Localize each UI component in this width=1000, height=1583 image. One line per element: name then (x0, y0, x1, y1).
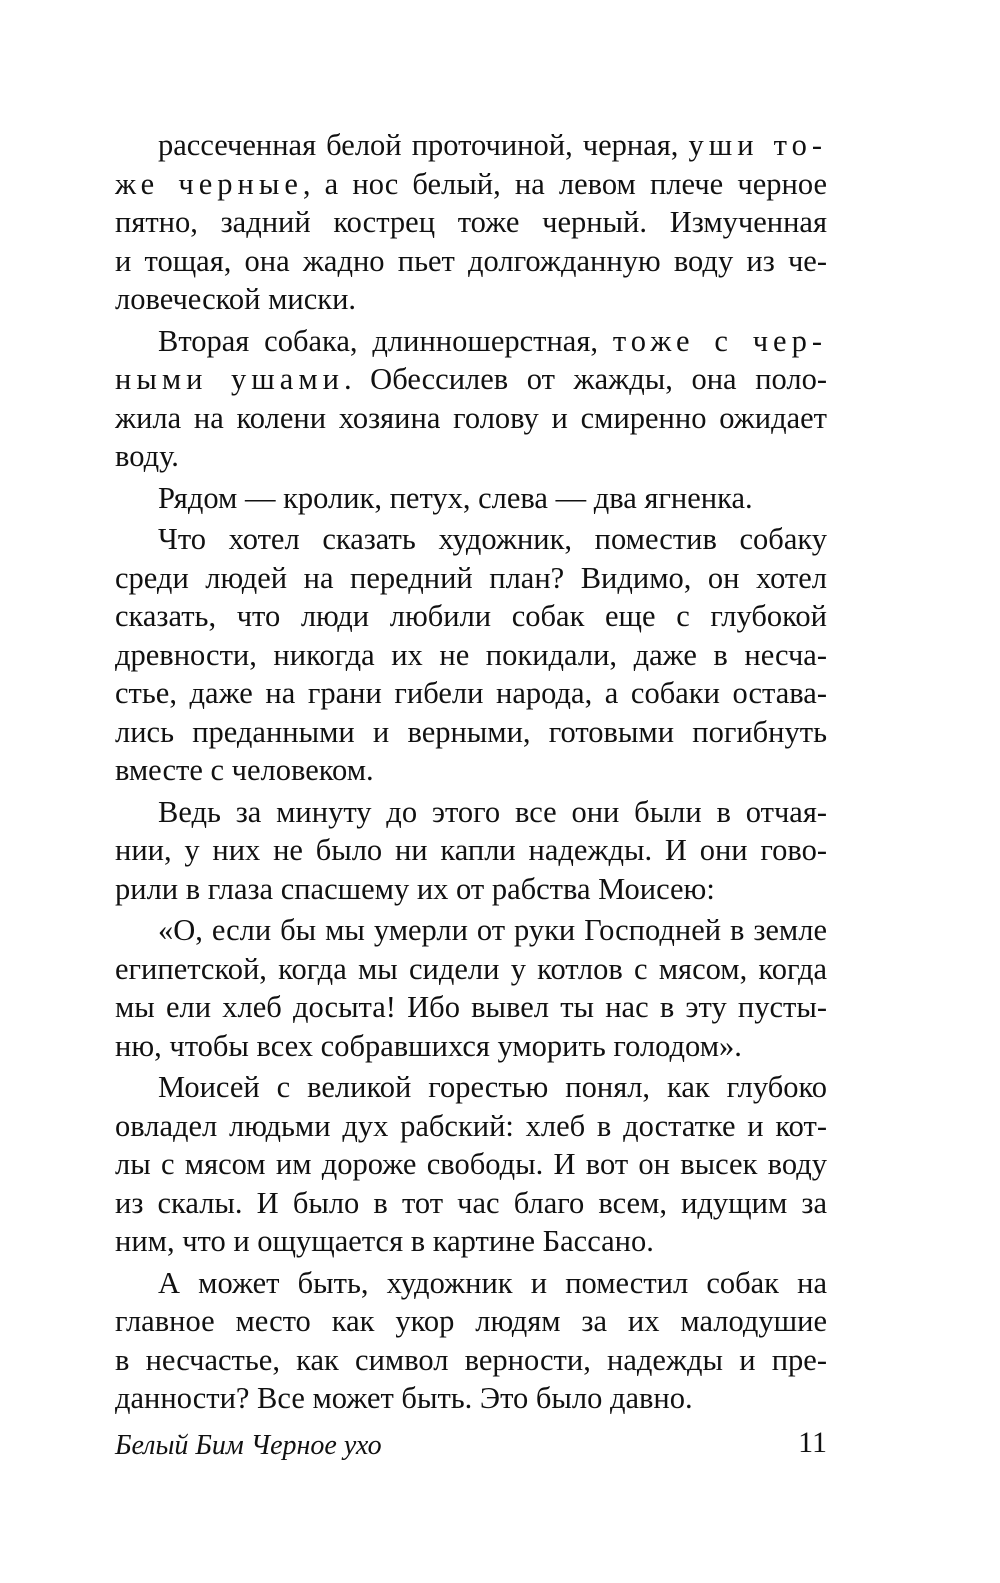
text-line (115, 322, 827, 361)
body-text (115, 126, 827, 1421)
text-run: в несчастье, как символ верности, надежды и пре- (115, 1342, 827, 1377)
paragraph (115, 911, 827, 1065)
text-line (115, 1145, 827, 1184)
text-line (115, 1302, 827, 1341)
text-line (115, 1379, 827, 1418)
text-line (115, 636, 827, 675)
paragraph (115, 322, 827, 476)
text-run: А может быть, художник и поместил собак на (158, 1265, 827, 1300)
spaced-emphasis-text: же черные (115, 166, 303, 201)
text-line (115, 1264, 827, 1303)
text-line (115, 165, 827, 204)
text-run: ним, что и ощущается в картине Бассано. (115, 1224, 654, 1258)
text-line (115, 870, 827, 909)
text-run: Моисей с великой горестью понял, как глубоко (158, 1070, 827, 1104)
text-run: рили в глаза спасшему их от рабства Моисею: (115, 871, 715, 906)
text-run: древности, никогда их не покидали, даже в несча- (115, 637, 827, 672)
text-line (115, 520, 827, 559)
paragraph (115, 793, 827, 909)
text-line (115, 126, 827, 165)
text-line (115, 242, 827, 281)
text-line (115, 1068, 827, 1107)
text-line (115, 597, 827, 636)
paragraph (115, 1068, 827, 1261)
text-run: Рядом — кролик, петух, слева — два ягненка. (158, 480, 753, 515)
text-run: данности? Все может быть. Это было давно. (115, 1381, 693, 1415)
text-line (115, 1222, 827, 1261)
text-run: и тощая, она жадно пьет долгожданную воду из че- (115, 243, 827, 278)
text-run: стье, даже на грани гибели народа, а собаки остава- (115, 676, 827, 710)
text-line (115, 1107, 827, 1146)
text-line (115, 831, 827, 870)
spaced-emphasis-text: уши то- (688, 128, 827, 162)
paragraph (115, 520, 827, 790)
text-run: рассеченная белой проточиной, черная, (158, 128, 689, 162)
text-line (115, 1341, 827, 1380)
page-number: 11 (798, 1426, 827, 1459)
spaced-emphasis-text: тоже с чер- (612, 323, 827, 358)
paragraph (115, 1264, 827, 1418)
text-run: среди людей на передний план? Видимо, он хотел (115, 560, 827, 595)
text-run: лы с мясом им дороже свободы. И вот он высек воду (115, 1147, 827, 1181)
paragraph (115, 126, 827, 319)
text-run: нии, у них не было ни капли надежды. И они гово- (115, 833, 827, 867)
text-line (115, 280, 827, 319)
text-run: ловеческой миски. (115, 282, 357, 316)
text-run: главное место как укор людям за их малодушие (115, 1304, 827, 1338)
text-run: ню, чтобы всех собравшихся уморить голодом». (115, 1028, 742, 1063)
text-run: пятно, задний кострец тоже черный. Измученная (115, 205, 827, 239)
text-line (115, 950, 827, 989)
text-line (115, 988, 827, 1027)
text-line (115, 1027, 827, 1066)
text-run: вместе с человеком. (115, 753, 374, 787)
running-title: Белый Бим Черное ухо (115, 1430, 382, 1461)
text-line (115, 559, 827, 598)
paragraph (115, 479, 827, 518)
paragraph-gap (115, 1418, 827, 1421)
text-run: Ведь за минуту до этого все они были в отчая- (158, 794, 827, 829)
text-line (115, 674, 827, 713)
text-line (115, 911, 827, 950)
text-run: , а нос белый, на левом плече черное (302, 166, 827, 201)
text-line (115, 479, 827, 518)
spaced-emphasis-text: ными ушами (115, 362, 344, 396)
text-run: воду. (115, 439, 179, 473)
text-line (115, 203, 827, 242)
text-run: . Обессилев от жажды, она поло- (343, 362, 827, 396)
text-run: Вторая собака, длинношерстная, (158, 323, 613, 358)
text-line (115, 1184, 827, 1223)
text-line (115, 360, 827, 399)
text-line (115, 751, 827, 790)
text-run: из скалы. И было в тот час благо всем, идущим за (115, 1185, 827, 1220)
text-line (115, 713, 827, 752)
text-run: «О, если бы мы умерли от руки Господней в земле (158, 913, 827, 947)
text-line (115, 399, 827, 438)
text-line (115, 437, 827, 476)
text-run: овладел людьми дух рабский: хлеб в достатке и кот- (115, 1108, 827, 1143)
text-run: жила на колени хозяина голову и смиренно ожидает (115, 400, 827, 435)
text-line (115, 793, 827, 832)
text-run: мы ели хлеб досыта! Ибо вывел ты нас в эту пусты- (115, 990, 827, 1024)
text-run: лись преданными и верными, готовыми погибнуть (115, 714, 827, 749)
text-run: египетской, когда мы сидели у котлов с мясом, когда (115, 951, 827, 986)
text-run: сказать, что люди любили собак еще с глубокой (115, 599, 827, 633)
text-run: Что хотел сказать художник, поместив собаку (158, 522, 827, 556)
